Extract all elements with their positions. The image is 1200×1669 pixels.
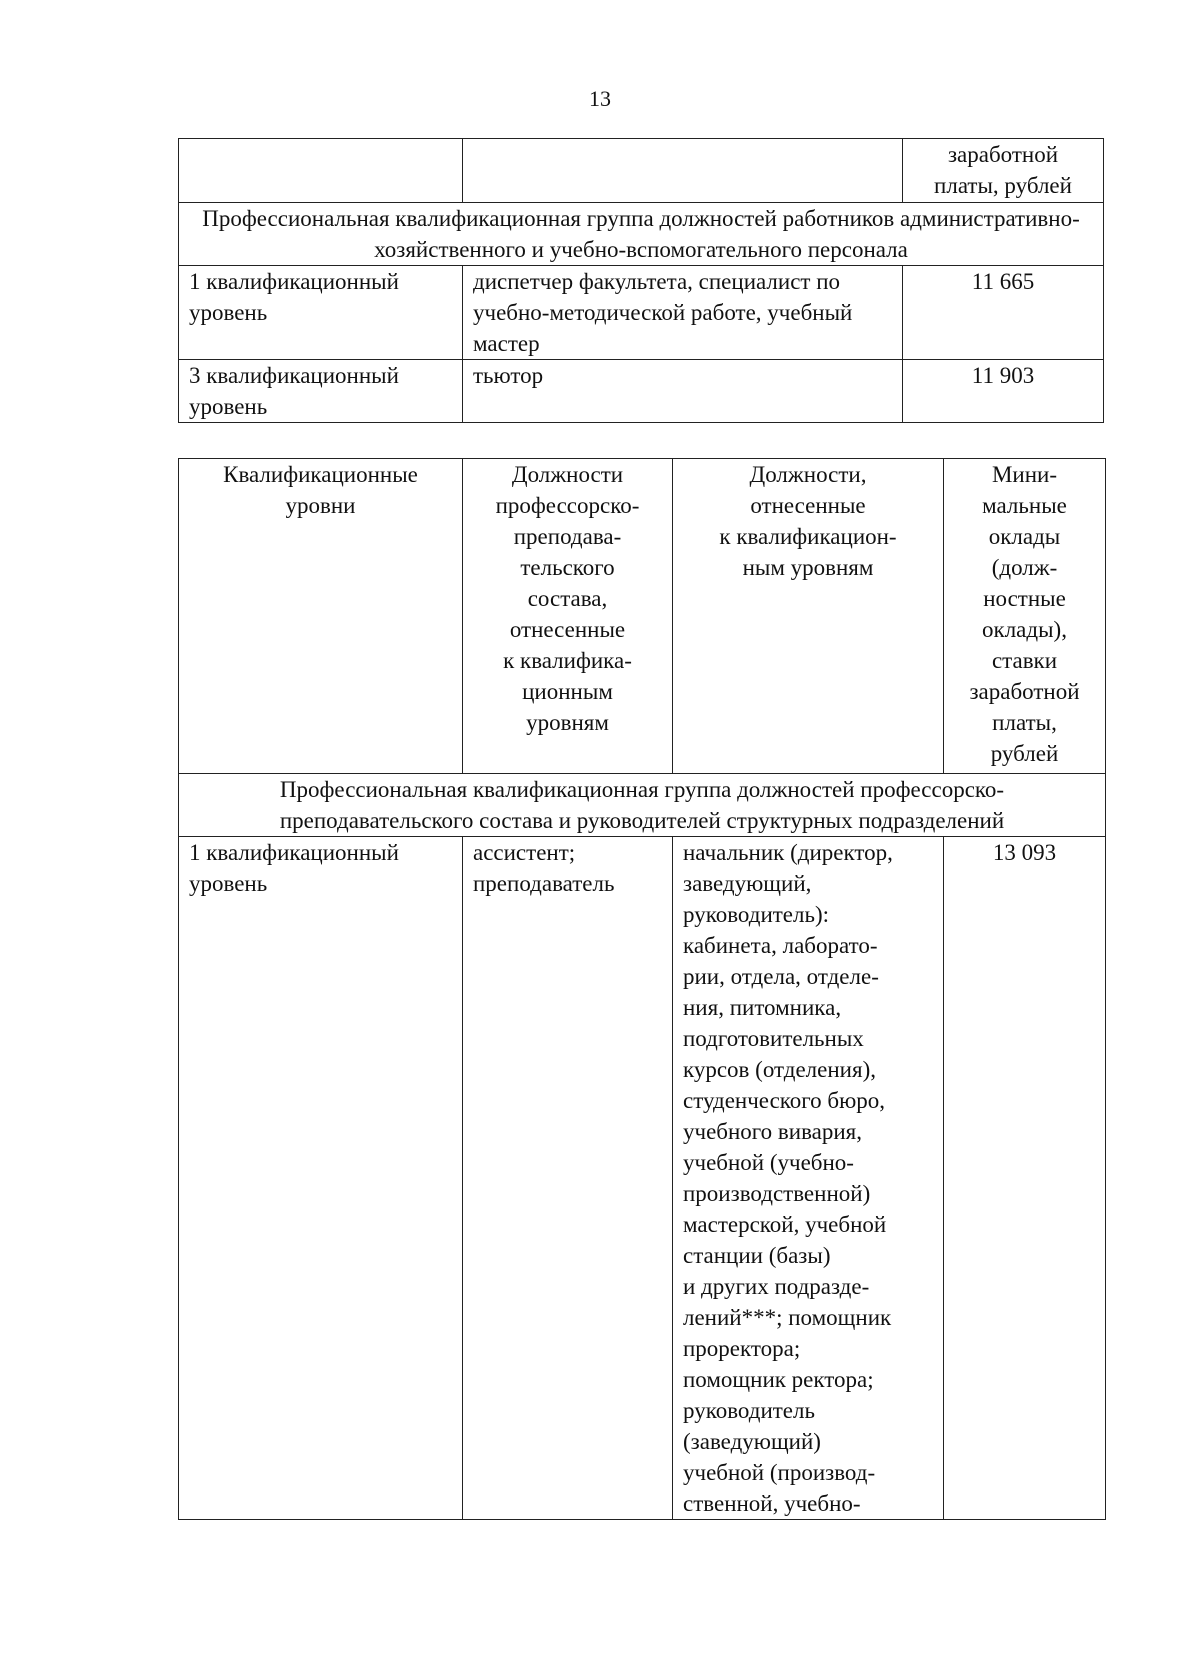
salary-header-continuation: заработной платы, рублей — [903, 139, 1104, 203]
qualification-level: 3 квалификационный уровень — [179, 360, 463, 423]
salary-value: 13 093 — [944, 837, 1106, 1520]
positions-cell: тьютор — [463, 360, 903, 423]
table-row — [179, 266, 1104, 360]
salary-table-admin-staff — [178, 138, 1104, 423]
salary-table-teaching-staff — [178, 458, 1106, 1520]
table-row-header-continuation — [179, 139, 1104, 203]
table-cell-empty — [463, 139, 903, 203]
header-positions: Должности, отнесенные к квалификацион- ным уровням — [673, 459, 944, 774]
qualification-level: 1 квалификационный уровень — [179, 266, 463, 360]
positions-cell: начальник (директор, заведующий, руководитель): кабинета, лаборато- рии, отдела, отделе- ния, питомника, подготовительных курсов (отделения), студенческого бюро, учебного вивария, учебной (учебно- производственной) мастерской, учебной станции (базы) и других подразде- лений***; помощник проректора; помощник ректора; руководитель (заведующий) учебной (производ- ственной, учебно- — [673, 837, 944, 1520]
group-title-row — [179, 774, 1106, 837]
salary-value: 11 903 — [903, 360, 1104, 423]
table-header-row — [179, 459, 1106, 774]
qualification-level: 1 квалификационный уровень — [179, 837, 463, 1520]
header-qualification-levels: Квалификационные уровни — [179, 459, 463, 774]
header-min-salary: Мини- мальные оклады (долж- ностные оклады), ставки заработной платы, рублей — [944, 459, 1106, 774]
table-cell-empty — [179, 139, 463, 203]
group-title-row — [179, 203, 1104, 266]
table-row — [179, 837, 1106, 1520]
header-pps-positions: Должности профессорско- преподава- тельского состава, отнесенные к квалифика- ционным уровням — [463, 459, 673, 774]
salary-value: 11 665 — [903, 266, 1104, 360]
page-number: 13 — [589, 86, 611, 111]
group-title-teaching: Профессиональная квалификационная группа должностей профессорско-преподавательского состава и руководителей структурных подразделений — [179, 774, 1106, 837]
table-row — [179, 360, 1104, 423]
positions-cell: диспетчер факультета, специалист по учебно-методической работе, учебный мастер — [463, 266, 903, 360]
group-title-admin: Профессиональная квалификационная группа должностей работников административно-хозяйственного и учебно-вспомогательного персонала — [179, 203, 1104, 266]
pps-positions-cell: ассистент; преподаватель — [463, 837, 673, 1520]
